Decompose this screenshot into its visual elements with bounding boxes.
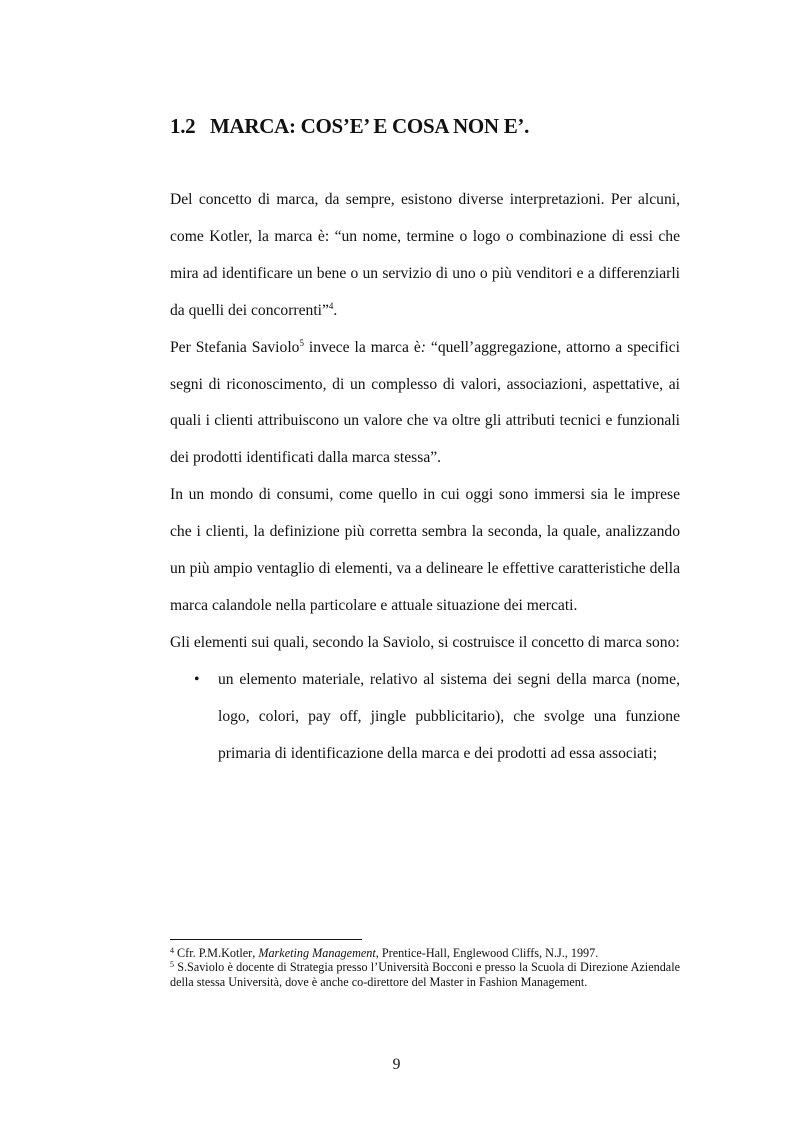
footnote-number: 5 [170, 960, 174, 970]
footnotes [170, 946, 680, 989]
section-title: MARCA: COS’E’ E COSA NON E’. [210, 114, 530, 138]
footnote-text: , Prentice-Hall, Englewood Cliffs, N.J., 1997. [375, 946, 599, 960]
footnote-text: S.Saviolo è docente di Strategia presso l’Università Bocconi e presso la Scuola di Direzione Aziendale della stessa Università, dove è anche co-direttore del Master in Fashion Management. [170, 960, 680, 989]
footnote-ref-5: 5 [299, 337, 304, 348]
footnote-5 [170, 960, 680, 989]
page-number: 9 [392, 1056, 401, 1073]
footnote-text: Cfr. P.M.Kotler [174, 946, 253, 960]
paragraph-text: Del concetto di marca, da sempre, esistono diverse interpretazioni. Per alcuni, come Kotler, la marca è: “un nome, termine o logo o combinazione di essi che mira ad identificare un bene o un servizio di uno o più venditori e a differenziarli da quelli dei concorrenti” [170, 191, 680, 319]
paragraph-quote: “quell’aggregazione, attorno a specifici segni di riconoscimento, di un complesso di valori, associazioni, aspettative, ai quali i clienti attribuiscono un valore che va oltre gli attributi tecnici e funzionali dei prodotti identificati dalla marca stessa”. [170, 338, 681, 467]
footnote-ref-4: 4 [328, 300, 334, 311]
bullet-icon: • [194, 670, 200, 688]
paragraph-consumer-world: In un mondo di consumi, come quello in cui oggi sono immersi sia le imprese che i clienti, la definizione più corretta sembra la seconda, la quale, analizzando un più ampio ventaglio di elementi, va a delineare le effettive caratteristiche della marca calandole nella particolare e attuale situazione dei mercati. [170, 486, 680, 614]
paragraph-text: invece la marca è [303, 338, 421, 356]
section-heading [170, 114, 529, 139]
body-text [170, 182, 680, 773]
paragraph-kotler-definition [170, 182, 680, 330]
paragraph-end: . [333, 301, 338, 319]
paragraph-saviolo-definition [170, 330, 680, 478]
list-item-text: un elemento materiale, relativo al sistema dei segni della marca (nome, logo, colori, pay off, jingle pubblicitario), che svolge una funzione primaria di identificazione della marca e dei prodotti ad essa associati; [218, 670, 680, 762]
footnote-number: 4 [170, 946, 174, 955]
paragraph-elements-intro: Gli elementi sui quali, secondo la Saviolo, si costruisce il concetto di marca sono: [170, 633, 680, 651]
section-number: 1.2 [170, 114, 196, 138]
list-item [170, 662, 680, 773]
footnote-separator [170, 939, 362, 940]
paragraph-text: Per Stefania Saviolo [170, 338, 300, 356]
paragraph-colon: : [420, 338, 426, 356]
footnote-book-title: Marketing Management [255, 946, 376, 960]
footnote-4 [170, 946, 680, 960]
footnote-comma: , [252, 946, 256, 960]
